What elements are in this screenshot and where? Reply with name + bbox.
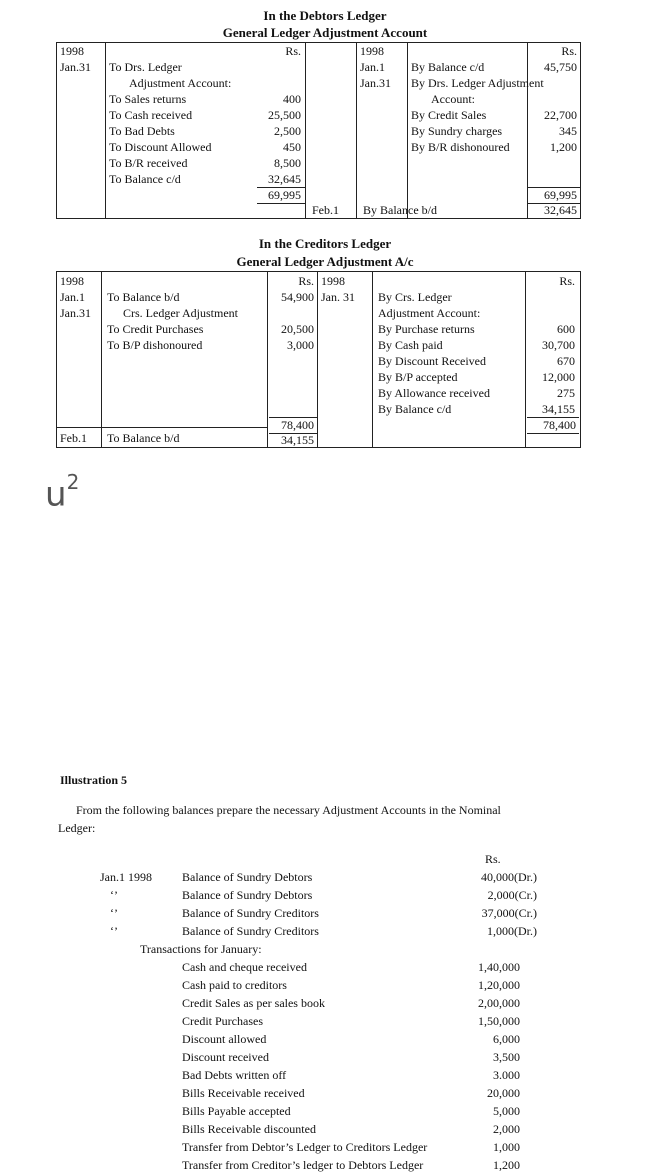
dr-item: To Credit Purchases — [107, 322, 204, 336]
illustration-intro-cont: Ledger: — [58, 821, 96, 835]
feb-item: By Balance b/d — [363, 203, 437, 217]
dr-amount: 2,500 — [274, 124, 301, 138]
cr-amount: 600 — [557, 322, 575, 336]
illustration-intro: From the following balances prepare the necessary Adjustment Accounts in the Nominal — [76, 803, 501, 817]
item-value: 40,000(Dr.) — [481, 870, 537, 884]
item-label: Balance of Sundry Debtors — [182, 888, 313, 902]
cr-item: By Crs. Ledger — [378, 290, 452, 304]
cr-date: Jan.1 — [360, 60, 385, 74]
ditto-mark: ‘’ — [110, 888, 118, 902]
item-label: Bad Debts written off — [182, 1068, 287, 1082]
item-label: Balance of Sundry Creditors — [182, 906, 319, 920]
list-item — [182, 958, 520, 976]
list-item — [182, 1084, 520, 1102]
cr-item: By Balance c/d — [378, 402, 452, 416]
item-value: 5,000 — [493, 1104, 520, 1118]
dr-amount: 450 — [283, 140, 301, 154]
cr-amount: 22,700 — [544, 108, 577, 122]
dr-amount: 3,000 — [287, 338, 314, 352]
item-value: 1,40,000 — [478, 960, 520, 974]
debtors-ledger-subheading: General Ledger Adjustment Account — [222, 25, 428, 40]
item-value: 1,000 — [493, 1140, 520, 1154]
item-label: Discount allowed — [182, 1032, 267, 1046]
item-label: Bills Receivable received — [182, 1086, 305, 1100]
item-label: Credit Purchases — [182, 1014, 263, 1028]
dr-item: Crs. Ledger Adjustment — [123, 306, 238, 320]
dr-item: To B/R received — [109, 156, 188, 170]
list-item — [182, 1156, 520, 1174]
cr-rs: Rs. — [559, 274, 575, 288]
dr-rs: Rs. — [285, 44, 301, 58]
item-value: 1,50,000 — [478, 1014, 520, 1028]
item-label: Balance of Sundry Debtors — [182, 870, 313, 884]
cr-item: By Balance c/d — [411, 60, 485, 74]
cr-item: By Sundry charges — [411, 124, 503, 138]
cr-amount: 670 — [557, 354, 575, 368]
item-value: 1,200 — [493, 1158, 520, 1172]
dr-item: To Balance b/d — [107, 290, 180, 304]
ditto-mark: ‘’ — [110, 924, 118, 938]
dr-year: 1998 — [60, 274, 84, 288]
item-value: 3.000 — [493, 1068, 520, 1082]
debtors-ledger-heading: In the Debtors Ledger — [263, 8, 387, 23]
cr-item: By Drs. Ledger Adjustment — [411, 76, 544, 90]
cr-item: By B/R dishonoured — [411, 140, 510, 154]
transactions-heading: Transactions for January: — [140, 942, 262, 956]
cr-item: By Discount Received — [378, 354, 486, 368]
feb-amount: 32,645 — [544, 203, 577, 217]
list-item — [182, 1102, 520, 1120]
item-label: Discount received — [182, 1050, 269, 1064]
list-item — [182, 1066, 520, 1084]
rs-header: Rs. — [485, 852, 501, 866]
creditors-ledger-heading: In the Creditors Ledger — [258, 236, 392, 251]
dr-amount: 25,500 — [268, 108, 301, 122]
dr-date: Jan.1 — [60, 290, 85, 304]
item-value: 3,500 — [493, 1050, 520, 1064]
dr-item: To Bad Debts — [109, 124, 175, 138]
dr-item: Adjustment Account: — [129, 76, 232, 90]
list-item — [182, 1048, 520, 1066]
item-value: 2,000(Cr.) — [487, 888, 537, 902]
item-label: Bills Payable accepted — [182, 1104, 291, 1118]
dr-item: To Balance c/d — [109, 172, 181, 186]
dr-item: To Discount Allowed — [109, 140, 212, 154]
creditors-ledger-table — [56, 271, 581, 448]
list-item — [182, 886, 537, 904]
list-item — [182, 1030, 520, 1048]
cr-amount: 12,000 — [542, 370, 575, 384]
item-label: Balance of Sundry Creditors — [182, 924, 319, 938]
dr-item: To Drs. Ledger — [109, 60, 182, 74]
list-item — [182, 922, 537, 940]
cr-amount: 30,700 — [542, 338, 575, 352]
item-label: Cash and cheque received — [182, 960, 307, 974]
cr-item: By Credit Sales — [411, 108, 487, 122]
transactions-list — [182, 958, 520, 1174]
list-item — [182, 904, 537, 922]
ditto-mark: ‘’ — [110, 906, 118, 920]
dr-item: To B/P dishonoured — [107, 338, 203, 352]
dr-amount: 400 — [283, 92, 301, 106]
item-label: Transfer from Debtor’s Ledger to Creditors Ledger — [182, 1140, 428, 1154]
item-label: Bills Receivable discounted — [182, 1122, 316, 1136]
cr-date: Jan. 31 — [321, 290, 355, 304]
dr-rs: Rs. — [298, 274, 314, 288]
list-item — [182, 1138, 520, 1156]
item-label: Cash paid to creditors — [182, 978, 287, 992]
dr-total: 69,995 — [257, 187, 305, 204]
dr-date: Jan.31 — [60, 60, 91, 74]
dr-item: To Sales returns — [109, 92, 187, 106]
cr-item: By Purchase returns — [378, 322, 475, 336]
item-value: 20,000 — [487, 1086, 520, 1100]
item-value: 6,000 — [493, 1032, 520, 1046]
u2-logo: $u^2$ — [45, 470, 80, 515]
item-value: 2,00,000 — [478, 996, 520, 1010]
dr-amount: 20,500 — [281, 322, 314, 336]
cr-item: By Cash paid — [378, 338, 443, 352]
feb-item: To Balance b/d — [107, 431, 180, 445]
feb-date: Feb.1 — [60, 431, 87, 445]
dr-amount: 32,645 — [268, 172, 301, 186]
item-label: Transfer from Creditor’s ledger to Debtors Ledger — [182, 1158, 424, 1172]
dr-total: 78,400 — [269, 417, 317, 434]
dr-date: Jan.31 — [60, 306, 91, 320]
list-item — [182, 976, 520, 994]
list-item — [182, 1120, 520, 1138]
cr-amount: 34,155 — [542, 402, 575, 416]
feb-date: Feb.1 — [312, 203, 339, 217]
cr-total: 78,400 — [527, 417, 579, 434]
item-label: Credit Sales as per sales book — [182, 996, 325, 1010]
cr-amount: 45,750 — [544, 60, 577, 74]
list-item — [182, 1012, 520, 1030]
dr-bd: 34,155 — [281, 433, 314, 447]
cr-amount: 275 — [557, 386, 575, 400]
item-value: 1,000(Dr.) — [487, 924, 537, 938]
cr-amount: 1,200 — [550, 140, 577, 154]
dr-year: 1998 — [60, 44, 84, 58]
cr-item: Adjustment Account: — [378, 306, 481, 320]
creditors-ledger-subheading: General Ledger Adjustment A/c — [236, 254, 414, 269]
dr-amount: 8,500 — [274, 156, 301, 170]
cr-item: Account: — [431, 92, 475, 106]
cr-item: By B/P accepted — [378, 370, 458, 384]
item-value: 1,20,000 — [478, 978, 520, 992]
dr-item: To Cash received — [109, 108, 193, 122]
cr-date: Jan.31 — [360, 76, 391, 90]
cr-amount: 345 — [559, 124, 577, 138]
cr-total: 69,995 — [527, 187, 580, 204]
item-value: 37,000(Cr.) — [481, 906, 537, 920]
cr-year: 1998 — [321, 274, 345, 288]
cr-rs: Rs. — [561, 44, 577, 58]
balance-date: Jan.1 1998 — [100, 870, 152, 884]
list-item — [182, 868, 537, 886]
dr-amount: 54,900 — [281, 290, 314, 304]
debtors-ledger-table — [56, 42, 581, 219]
illustration-heading: Illustration 5 — [60, 773, 128, 787]
item-value: 2,000 — [493, 1122, 520, 1136]
list-item — [182, 994, 520, 1012]
balances-list — [182, 868, 537, 940]
cr-year: 1998 — [360, 44, 384, 58]
cr-item: By Allowance received — [378, 386, 490, 400]
